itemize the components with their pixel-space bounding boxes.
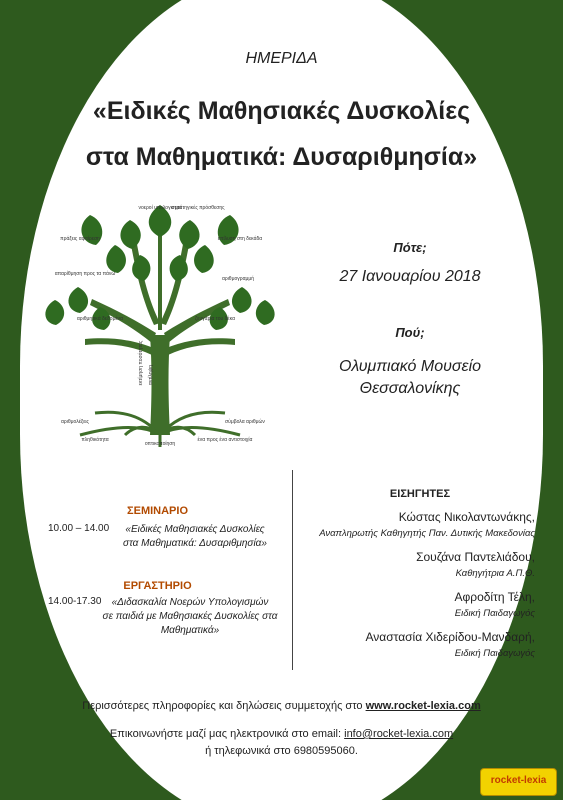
workshop-title: ΕΡΓΑΣΤΗΡΙΟ: [123, 580, 192, 592]
workshop-line3: Μαθηματικά»: [160, 625, 220, 636]
tree-label: ζευγάρια του δέκα: [195, 316, 235, 322]
rocket-lexia-logo: [480, 768, 557, 796]
seminar-description: [115, 523, 275, 551]
contact-prefix: Επικοινωνήστε μαζί μας ηλεκτρονικά στο email:: [109, 728, 342, 740]
speaker-name: Σουζάνα Παντελιάδου,: [416, 550, 535, 564]
seminar-time: 10.00 – 14.00: [48, 523, 110, 534]
workshop-description: [100, 596, 280, 638]
seminar-line2: στα Μαθηματικά: Δυσαριθμησία»: [123, 538, 267, 549]
speaker-role: Ειδική Παιδαγωγός: [454, 608, 535, 619]
phone-line: ή τηλεφωνικά στο 6980595060.: [205, 745, 358, 757]
event-title-line1: «Ειδικές Μαθησιακές Δυσκολίες: [92, 97, 471, 125]
logo-text: rocket-lexia: [490, 775, 547, 786]
tree-label: ένα προς ένα αντιστοιχία: [197, 437, 253, 443]
tree-label: εκτίμηση ποσότητας: [138, 340, 144, 386]
info-line: [0, 700, 563, 712]
tree-label: στρατηγικές πρόσθεσης: [171, 205, 225, 211]
speakers-title: ΕΙΣΗΓΗΤΕΣ: [389, 488, 451, 500]
speaker-name: Αφροδίτη Τέλη,: [454, 590, 535, 604]
info-prefix: Περισσότερες πληροφορίες και δηλώσεις συμμετοχής στο: [82, 700, 363, 712]
where-value: [310, 356, 510, 400]
event-type-label: ΗΜΕΡΙΔΑ: [245, 50, 318, 67]
speaker-role: Αναπληρωτής Καθηγητής Παν. Δυτικής Μακεδονίας: [319, 528, 535, 539]
tree-label: νοεροί υπολογισμοί: [138, 205, 182, 211]
speaker-role: Ειδική Παιδαγωγός: [454, 648, 535, 659]
tree-label: σύμβολα αριθμών: [225, 419, 265, 425]
when-value: 27 Ιανουαρίου 2018: [339, 268, 481, 285]
contact-line: [0, 728, 563, 740]
website-link[interactable]: www.rocket-lexia.com: [365, 700, 481, 712]
tree-label: απαρίθμηση προς τα πάνω: [54, 271, 116, 277]
tree-label: αντίληψη: [148, 364, 154, 386]
tree-label: αριθμογραμμή: [221, 276, 255, 282]
speaker-name: Αναστασία Χιδερίδου-Μανδαρή,: [365, 630, 535, 644]
tree-label: επίλυση στη δεκάδα: [217, 236, 263, 242]
tree-label: πράξεις αφαίρεση: [60, 236, 100, 242]
tree-label: αριθμολέξεις: [61, 419, 89, 425]
workshop-line1: «Διδασκαλία Νοερών Υπολογισμών: [111, 597, 269, 608]
seminar-line1: «Ειδικές Μαθησιακές Δυσκολίες: [125, 524, 265, 535]
speaker-name: Κώστας Νικολαντωνάκης,: [398, 510, 535, 524]
workshop-time: 14.00-17.30: [48, 596, 102, 607]
where-label: Πού;: [395, 325, 425, 340]
where-line1: Ολυμπιακό Μουσείο: [338, 358, 482, 375]
where-line2: Θεσσαλονίκης: [359, 380, 461, 397]
math-tree-illustration: [40, 195, 280, 450]
tree-label: αριθμητικά δεδομένα: [76, 316, 124, 322]
speaker-role: Καθηγήτρια Α.Π.Θ.: [455, 568, 535, 579]
when-label: Πότε;: [393, 240, 427, 255]
email-link[interactable]: info@rocket-lexia.com: [344, 728, 454, 740]
tree-label: πληθικότητα: [81, 437, 109, 443]
workshop-line2: σε παιδιά με Μαθησιακές Δυσκολίες στα: [102, 611, 278, 622]
seminar-title: ΣΕΜΙΝΑΡΙΟ: [127, 505, 188, 517]
event-title-line2: στα Μαθηματικά: Δυσαριθμησία»: [85, 143, 478, 171]
tree-label: οπτικοποίηση: [144, 441, 176, 447]
